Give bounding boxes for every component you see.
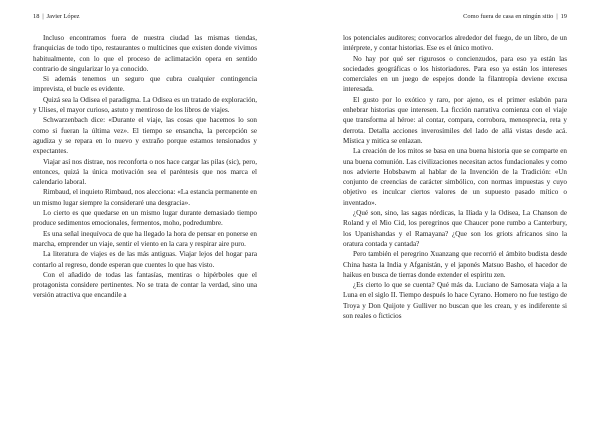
paragraph: ¿Qué son, sino, las sagas nórdicas, la Ilíada y la Odisea, La Chanson de Roland y el Mio Cid, los peregrinos que Chaucer pone rumbo a Canterbury, los Upanishandas y el Ramayana? ¿Que son los griots africanos sino la oratura contada y cantada? bbox=[343, 209, 567, 248]
page-number-left: 18 bbox=[33, 13, 40, 20]
paragraph: Viajar así nos distrae, nos reconforta o nos hace cargar las pilas (sic), pero, entonces, quizá la única motivación sea el paréntesis que nos marca el calendario laboral. bbox=[33, 157, 257, 187]
paragraph: El gusto por lo exótico y raro, por ajeno, es el primer eslabón para enhebrar historias que interesen. La ficción narrativa comienza con el viaje que transforma al héroe: al contar, compara, corrobora, menosprecia, reta y derrota. Detalla acciones inverosímiles del lado de allá vistas desde acá. Mística y mitica se enlazan. bbox=[343, 95, 567, 145]
running-head-right bbox=[463, 11, 567, 23]
header-separator: | bbox=[42, 13, 44, 20]
page-number-right: 19 bbox=[560, 13, 567, 20]
paragraph: Es una señal inequívoca de que ha llegado la hora de pensar en ponerse en marcha, emprender un viaje, sentir el viento en la cara y respirar aire puro. bbox=[33, 229, 257, 248]
paragraph: Si además tenemos un seguro que cubra cualquier contingencia imprevista, el bucle es evidente. bbox=[33, 75, 257, 94]
right-page-body bbox=[343, 33, 567, 321]
paragraph: ¿Es cierto lo que se cuenta? Qué más da. Luciano de Samosata viaja a la Luna en el siglo II. Tiempo después lo hace Cyrano. Homero no fue testigo de Troya y Don Quijote y Gulliver no buscan que les crean, y es indiferente si son reales o ficticios bbox=[343, 281, 567, 321]
paragraph: No hay por qué ser rigurosos o concienzudos, para eso ya están las sociedades geográficas o los historiadores. Para eso ya están los intereses comerciales en un juego de espejos donde la filantropía deviene excusa interesada. bbox=[343, 54, 567, 94]
paragraph: Quizá sea la Odisea el paradigma. La Odisea es un tratado de exploración, y Ulises, el mayor curioso, astuto y mentiroso de los libros de viajes. bbox=[33, 95, 257, 115]
header-separator: | bbox=[556, 13, 558, 20]
paragraph: los potenciales auditores; convocarlos alrededor del fuego, de un libro, de un intérprete, y contar historias. Ese es el único motivo. bbox=[343, 34, 567, 53]
running-head-left bbox=[33, 11, 80, 23]
right-page bbox=[300, 0, 600, 425]
paragraph: Pero también el peregrino Xuanzang que recorrió el ámbito budista desde China hasta la India y Afganistán, y el japonés Matsuo Basho, el hacedor de haikus en busca de tierras donde extender el espíritu zen. bbox=[343, 250, 567, 279]
running-title: Como fuera de casa en ningún sitio bbox=[463, 13, 554, 20]
paragraph: Con el añadido de todas las fantasías, mentiras o hipérboles que el protagonista considere pertinentes. No se trata de contar la verdad, sino una versión atractiva que encandile a bbox=[33, 270, 257, 300]
paragraph: La literatura de viajes es de las más antiguas. Viajar lejos del hogar para contarlo al regreso, donde esperan que cuentes lo que has visto. bbox=[33, 250, 257, 269]
paragraph: La creación de los mitos se basa en una buena historia que se comparte en una buena comunión. Las civilizaciones necesitan actos fundacionales y como nos advierte Hobsbawm al hablar de la Invención de la Tradición: «Un conjunto de creencias de carácter simbólico, con normas impuestas y cuyo objetivo es inculcar ciertos valores de un supuesto pasado mítico o inventado». bbox=[343, 147, 567, 207]
paragraph: Incluso encontramos fuera de nuestra ciudad las mismas tiendas, franquicias de todo tipo, restaurantes o multicines que existen donde vivimos habitualmente, con lo que el proceso de aclimatación opera en sentido contrario de singularizar lo ya conocido. bbox=[33, 34, 257, 73]
author-name: Javier López bbox=[46, 13, 80, 20]
paragraph: Rimbaud, el inquieto Rimbaud, nos alecciona: «La estancia permanente en un mismo lugar siempre la consideraré una desgracia». bbox=[33, 188, 257, 207]
paragraph: Schwarzenbach dice: «Durante el viaje, las cosas que hacemos lo son como si fueran la última vez». El tiempo se ensancha, la percepción se agudiza y se repara en lo nuevo y extraño porque estamos tensionados y expectantes. bbox=[33, 116, 257, 156]
paragraph: Lo cierto es que quedarse en un mismo lugar durante demasiado tiempo produce sedimentos emocionales, fermentos, moho, podredumbre. bbox=[33, 209, 257, 228]
left-page-body bbox=[33, 33, 257, 301]
